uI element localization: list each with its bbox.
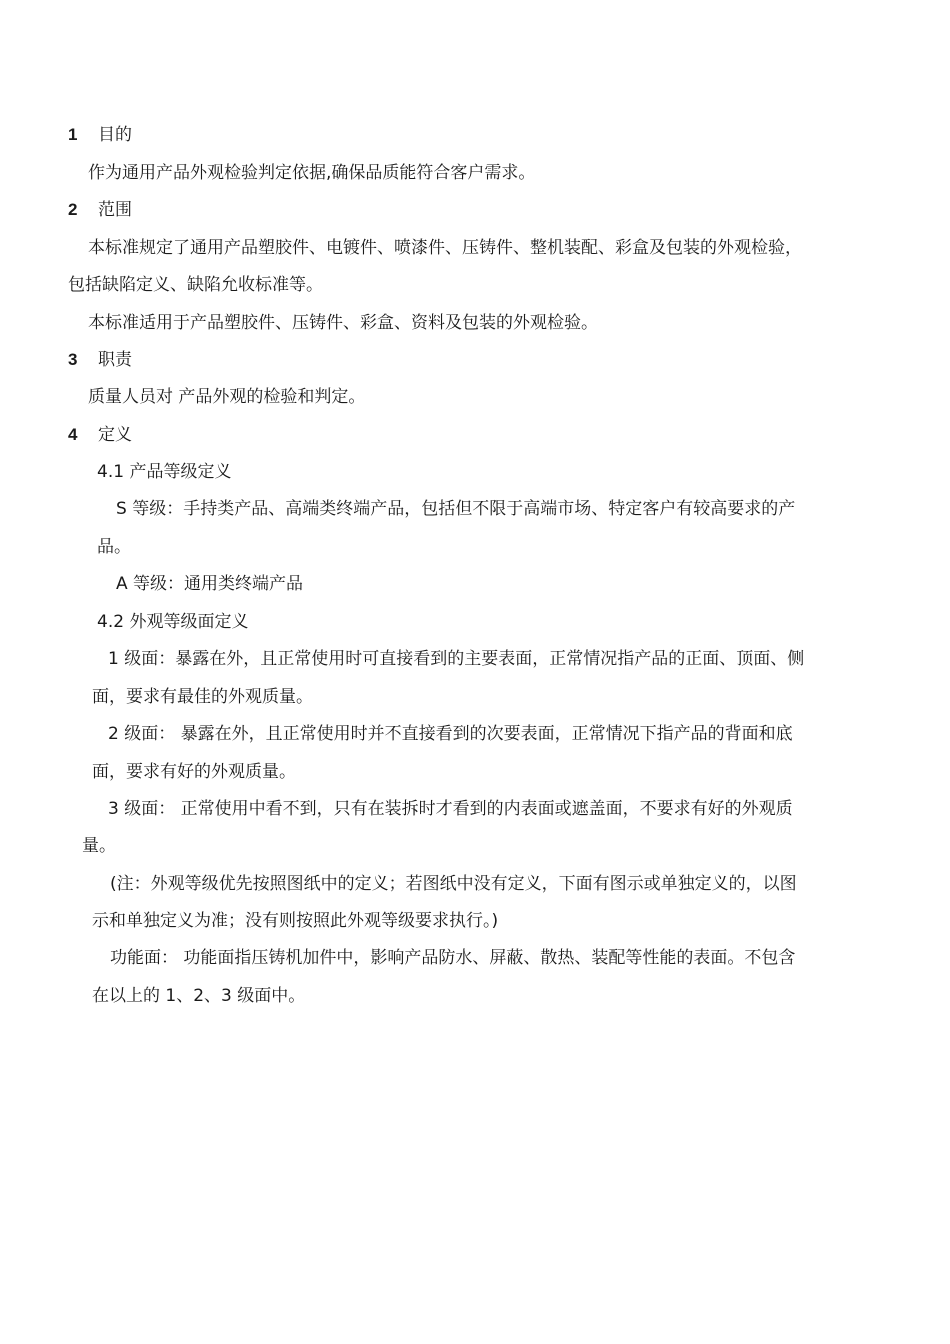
section-2-heading [68,199,132,221]
subsection-4-2-heading: 4.2 外观等级面定义 [97,612,249,632]
section-title: 定义 [98,425,132,445]
section-4-heading [68,424,132,446]
note-line: 示和单独定义为准；没有则按照此外观等级要求执行。) [92,911,499,931]
section-3-body: 质量人员对 产品外观的检验和判定。 [88,387,366,407]
section-title: 范围 [98,200,132,220]
functional-surface-line: 在以上的 1、2、3 级面中。 [92,986,306,1006]
s-grade-line: 品。 [97,537,131,557]
section-number: 3 [68,350,78,369]
level-1-line: 面，要求有最佳的外观质量。 [92,687,313,707]
level-1-line: 1 级面：暴露在外，且正常使用时可直接看到的主要表面，正常情况指产品的正面、顶面、侧 [108,649,805,669]
section-title: 职责 [98,350,132,370]
level-3-line: 3 级面： 正常使用中看不到，只有在装拆时才看到的内表面或遮盖面，不要求有好的外观质 [108,799,793,819]
s-grade-line: S 等级：手持类产品、高端类终端产品，包括但不限于高端市场、特定客户有较高要求的产 [116,499,796,519]
level-2-line: 2 级面： 暴露在外，且正常使用时并不直接看到的次要表面，正常情况下指产品的背面和底 [108,724,793,744]
section-number: 1 [68,125,78,144]
section-1-heading [68,124,132,146]
section-1-body: 作为通用产品外观检验判定依据,确保品质能符合客户需求。 [88,163,536,183]
level-3-line: 量。 [82,836,116,856]
section-3-heading [68,349,132,371]
section-2-body-line: 本标准适用于产品塑胶件、压铸件、彩盒、资料及包装的外观检验。 [88,313,598,333]
section-2-body-line: 本标准规定了通用产品塑胶件、电镀件、喷漆件、压铸件、整机装配、彩盒及包装的外观检验， [88,238,802,258]
note-line: (注：外观等级优先按照图纸中的定义；若图纸中没有定义，下面有图示或单独定义的，以图 [110,874,797,894]
section-number: 4 [68,425,78,444]
level-2-line: 面，要求有好的外观质量。 [92,762,296,782]
subsection-4-1-heading: 4.1 产品等级定义 [97,462,232,482]
section-2-body-line: 包括缺陷定义、缺陷允收标准等。 [68,275,323,295]
section-title: 目的 [98,125,132,145]
functional-surface-line: 功能面： 功能面指压铸机加件中，影响产品防水、屏蔽、散热、装配等性能的表面。不包含 [110,948,796,968]
section-number: 2 [68,200,78,219]
a-grade-line: A 等级：通用类终端产品 [116,574,304,594]
